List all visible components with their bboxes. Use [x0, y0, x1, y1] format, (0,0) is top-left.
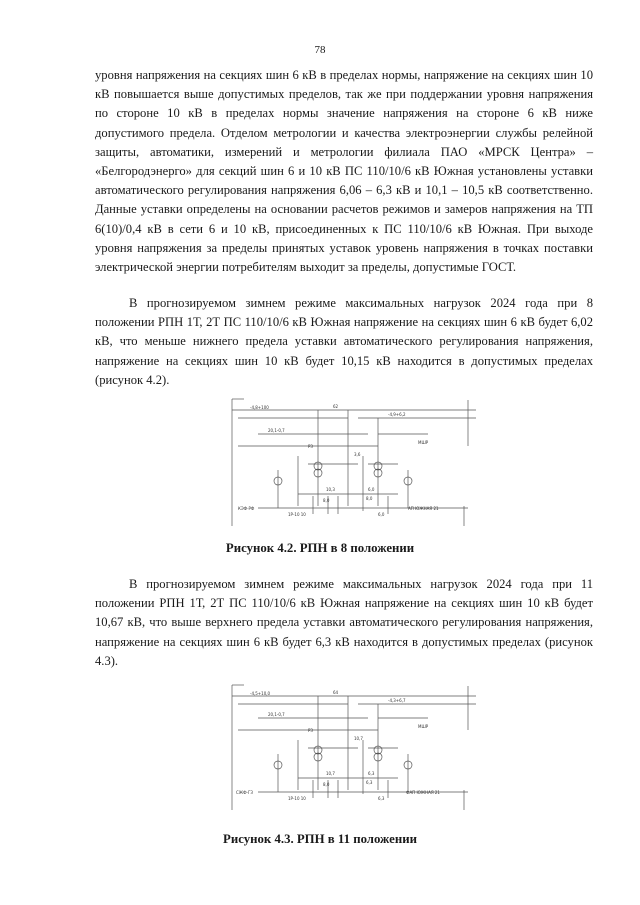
svg-text:-4,8+100: -4,8+100: [250, 405, 269, 410]
svg-text:3,6: 3,6: [354, 452, 361, 457]
figure-4-3-diagram: [228, 682, 484, 814]
svg-text:-4,3+6,7: -4,3+6,7: [388, 698, 406, 703]
schematic-diagram-2: [228, 682, 484, 814]
svg-text:64: 64: [333, 690, 339, 695]
svg-text:20,1-0,7: 20,1-0,7: [268, 712, 285, 717]
svg-text:1Р-10 10: 1Р-10 10: [288, 796, 306, 801]
figure-4-2-caption: Рисунок 4.2. РПН в 8 положении: [225, 541, 415, 555]
svg-text:8,0: 8,0: [323, 782, 330, 787]
svg-text:6,0: 6,0: [368, 487, 375, 492]
svg-text:-4,5+10,0: -4,5+10,0: [250, 691, 271, 696]
svg-text:МШР: МШР: [418, 724, 429, 729]
paragraph-3: В прогнозируемом зимнем режиме максимальных нагрузок 2024 года при 11 положении РПН 1Т, 2Т ПС 110/10/6 кВ Южная напряжение на секциях шин 10 кВ будет 10,67 кВ, что выше верхнего предела уставки автоматического регулирования напряжения, напряжение на секциях шин 6 кВ будет 6,3 кВ находится в допустимых пределах (рисунок 4.3).: [95, 577, 593, 668]
svg-text:62: 62: [333, 404, 339, 409]
paragraph-1: уровня напряжения на секциях шин 6 кВ в пределах нормы, напряжение на секциях шин 10 кВ повышается выше допустимых пределов, так же при поддержании уровня напряжения по стороне 10 кВ в пределах нормы значение напряжения на стороне 6 кВ ниже допустимого предела. Отделом метрологии и качества электроэнергии службы релейной защиты, автоматики, измерений и метрологии филиала ПАО «МРСК Центра» – «Белгородэнерго» для секций шин 6 и 10 кВ ПС 110/10/6 кВ Южная установлены уставки автоматического регулирования напряжения 6,06 – 6,3 кВ и 10,1 – 10,5 кВ соответственно. Данные уставки определены на основании расчетов режимов и замеров напряжения на ТП 6(10)/0,4 кВ в сети 6 и 10 кВ, присоединенных к ПС 110/10/6 кВ Южная. При выходе уровня напряжения за пределы принятых уставок уровень напряжения в точках поставки электрической энергии потребителям выходит за пределы, допустимые ГОСТ.: [95, 68, 593, 275]
svg-text:1Р-10 10: 1Р-10 10: [288, 512, 306, 517]
page-number: 78: [314, 44, 326, 56]
svg-text:6,0: 6,0: [378, 512, 385, 517]
figure-2-right-label: ФАП ЮЖНАЯ 21: [406, 790, 440, 795]
svg-text:20,1-0,7: 20,1-0,7: [268, 428, 285, 433]
paragraph-2: В прогнозируемом зимнем режиме максимальных нагрузок 2024 года при 8 положении РПН 1Т, 2Т ПС 110/10/6 кВ Южная напряжение на секциях шин 6 кВ будет 6,02 кВ, что меньше нижнего предела уставки автоматического регулирования напряжения, напряжение на секциях шин 10 кВ будет 10,15 кВ находится в допустимых пределах (рисунок 4.2).: [95, 296, 593, 387]
svg-text:10,3: 10,3: [326, 487, 335, 492]
figure-1-left-label: КЭФ-РФ: [238, 506, 255, 511]
svg-text:РЗ: РЗ: [308, 728, 313, 733]
schematic-diagram-1: [228, 396, 484, 530]
svg-text:6,3: 6,3: [378, 796, 385, 801]
figure-2-left-label: СЖФ-ГЗ: [236, 790, 253, 795]
svg-text:-4,9+6,2: -4,9+6,2: [388, 412, 406, 417]
svg-text:РЗ: РЗ: [308, 444, 313, 449]
svg-text:10,7: 10,7: [354, 736, 363, 741]
svg-text:8,0: 8,0: [366, 496, 373, 501]
svg-text:10,7: 10,7: [326, 771, 335, 776]
figure-4-3-caption: Рисунок 4.3. РПН в 11 положении: [223, 832, 417, 846]
figure-1-right-label: АП ЮЖНАЯ 21: [408, 506, 439, 511]
svg-text:6,3: 6,3: [366, 780, 373, 785]
figure-4-2-diagram: [228, 396, 484, 530]
svg-text:МШР: МШР: [418, 440, 429, 445]
svg-text:6,3: 6,3: [368, 771, 375, 776]
svg-text:8,0: 8,0: [323, 498, 330, 503]
